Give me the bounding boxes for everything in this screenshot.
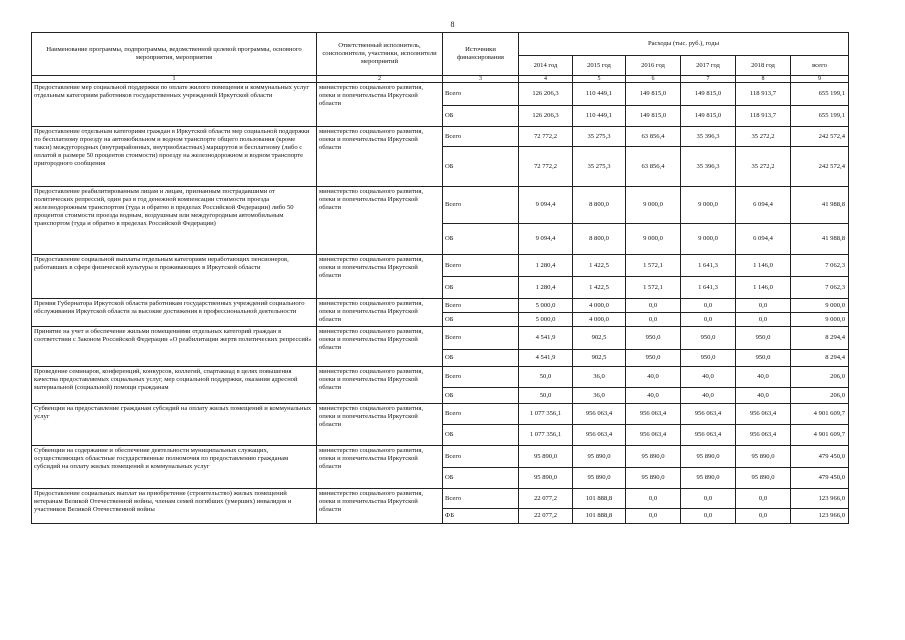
year-value: 950,0 bbox=[626, 327, 681, 350]
table-row bbox=[32, 489, 849, 509]
year-value: 1 422,5 bbox=[573, 255, 626, 277]
year-value: 110 449,1 bbox=[573, 106, 626, 127]
year-value: 1 280,4 bbox=[519, 255, 573, 277]
year-value: 40,0 bbox=[681, 388, 736, 404]
year-value: 0,0 bbox=[681, 509, 736, 524]
column-number: 9 bbox=[791, 76, 849, 83]
funding-source: ОБ bbox=[443, 468, 519, 489]
year-value: 40,0 bbox=[626, 367, 681, 388]
year-value: 5 000,0 bbox=[519, 313, 573, 327]
year-value: 95 890,0 bbox=[573, 446, 626, 468]
executor: министерство социального развития, опеки и попечительства Иркутской области bbox=[317, 299, 443, 327]
total-value: 242 572,4 bbox=[791, 127, 849, 147]
year-value: 0,0 bbox=[626, 313, 681, 327]
total-value: 4 901 609,7 bbox=[791, 425, 849, 446]
year-value: 1 146,0 bbox=[736, 255, 791, 277]
funding-source: ОБ bbox=[443, 425, 519, 446]
year-value: 101 888,8 bbox=[573, 509, 626, 524]
year-value: 95 890,0 bbox=[573, 468, 626, 489]
total-value: 9 000,0 bbox=[791, 313, 849, 327]
year-value: 950,0 bbox=[681, 350, 736, 367]
table-row bbox=[32, 404, 849, 425]
funding-source: Всего bbox=[443, 187, 519, 224]
column-number: 8 bbox=[736, 76, 791, 83]
funding-source: ОБ bbox=[443, 147, 519, 187]
year-value: 956 063,4 bbox=[573, 404, 626, 425]
measure-name: Предоставление отдельным категориям граждан в Иркутской области мер социальной поддержки по бесплатному проезду на автомобильном и водном транспорте общего пользования (кроме такси) междугородных (внутрирайонных, внутриобластных) маршрутов и бесплатному (либо с оплатой в размере 50 процентов стоимости) проезду на железнодорожном и водном транспорте пригородного сообщения bbox=[32, 127, 317, 187]
year-value: 95 890,0 bbox=[626, 446, 681, 468]
year-value: 956 063,4 bbox=[681, 425, 736, 446]
table-row bbox=[32, 446, 849, 468]
year-value: 40,0 bbox=[626, 388, 681, 404]
year-value: 126 206,3 bbox=[519, 106, 573, 127]
year-value: 95 890,0 bbox=[519, 468, 573, 489]
funding-source: ОБ bbox=[443, 224, 519, 255]
measure-name: Субвенции на предоставление гражданам субсидий на оплату жилых помещений и коммунальных услуг bbox=[32, 404, 317, 446]
measure-name: Проведение семинаров, конференций, конкурсов, коллегий, спартакиад в целях повышения качества предоставляемых социальных услуг, мер социальной поддержки, оказания адресной материальной (социальной) помощи гражданам bbox=[32, 367, 317, 404]
total-value: 655 199,1 bbox=[791, 106, 849, 127]
year-value: 95 890,0 bbox=[736, 446, 791, 468]
funding-source: ОБ bbox=[443, 106, 519, 127]
year-value: 0,0 bbox=[681, 313, 736, 327]
table-row bbox=[32, 255, 849, 277]
year-value: 902,5 bbox=[573, 350, 626, 367]
header-expenses-group: Расходы (тыс. руб.), годы bbox=[519, 33, 849, 56]
year-value: 0,0 bbox=[681, 299, 736, 313]
year-value: 0,0 bbox=[736, 509, 791, 524]
table-row bbox=[32, 83, 849, 106]
year-value: 956 063,4 bbox=[573, 425, 626, 446]
executor: министерство социального развития, опеки и попечительства Иркутской области bbox=[317, 327, 443, 367]
table-row bbox=[32, 187, 849, 224]
column-number: 1 bbox=[32, 76, 317, 83]
total-value: 7 062,3 bbox=[791, 255, 849, 277]
measure-name: Предоставление реабилитированным лицам и лицам, признанным пострадавшими от политических репрессий, один раз в год денежной компенсации стоимости проезда железнодорожным транспортом (туда и обратно в пределах Российской Федерации) либо 50 процентов стоимости проезда водным, воздушным или междугородным автомобильным транспортом (туда и обратно в пределах Российской Федерации) bbox=[32, 187, 317, 255]
year-value: 95 890,0 bbox=[736, 468, 791, 489]
header-name: Наименование программы, подпрограммы, ведомственной целевой программы, основного мероприятия, мероприятия bbox=[32, 33, 317, 76]
funding-source: Всего bbox=[443, 127, 519, 147]
year-value: 1 572,1 bbox=[626, 277, 681, 299]
table-row bbox=[32, 367, 849, 388]
year-value: 35 275,3 bbox=[573, 127, 626, 147]
funding-source: Всего bbox=[443, 367, 519, 388]
year-value: 36,0 bbox=[573, 367, 626, 388]
year-value: 50,0 bbox=[519, 367, 573, 388]
year-value: 0,0 bbox=[626, 489, 681, 509]
funding-source: Всего bbox=[443, 446, 519, 468]
year-value: 72 772,2 bbox=[519, 127, 573, 147]
total-value: 8 294,4 bbox=[791, 350, 849, 367]
page-number: 8 bbox=[450, 20, 455, 29]
year-value: 149 815,0 bbox=[681, 83, 736, 106]
year-value: 8 800,0 bbox=[573, 187, 626, 224]
year-value: 1 641,3 bbox=[681, 255, 736, 277]
executor: министерство социального развития, опеки и попечительства Иркутской области bbox=[317, 489, 443, 524]
year-value: 50,0 bbox=[519, 388, 573, 404]
year-value: 1 280,4 bbox=[519, 277, 573, 299]
funding-source: ОБ bbox=[443, 350, 519, 367]
year-value: 72 772,2 bbox=[519, 147, 573, 187]
table-row bbox=[32, 127, 849, 147]
funding-source: ОБ bbox=[443, 277, 519, 299]
year-value: 0,0 bbox=[626, 299, 681, 313]
year-value: 40,0 bbox=[736, 388, 791, 404]
year-value: 6 094,4 bbox=[736, 224, 791, 255]
column-number: 2 bbox=[317, 76, 443, 83]
measure-name: Предоставление мер социальной поддержки по оплате жилого помещения и коммунальных услуг отдельным категориям работников государственных учреждений Иркутской области bbox=[32, 83, 317, 127]
year-value: 1 572,1 bbox=[626, 255, 681, 277]
column-number: 4 bbox=[519, 76, 573, 83]
measure-name: Принятие на учет и обеспечение жильми помещениями отдельных категорий граждан в соответствии с Законом Российской Федерации «О реабилитации жертв политических репрессий» bbox=[32, 327, 317, 367]
year-value: 956 063,4 bbox=[736, 404, 791, 425]
year-value: 4 000,0 bbox=[573, 299, 626, 313]
year-value: 0,0 bbox=[736, 313, 791, 327]
year-value: 6 094,4 bbox=[736, 187, 791, 224]
year-value: 149 815,0 bbox=[626, 106, 681, 127]
table-row bbox=[32, 327, 849, 350]
header-source: Источники финансирования bbox=[443, 33, 519, 76]
year-value: 0,0 bbox=[736, 299, 791, 313]
year-value: 1 077 356,1 bbox=[519, 425, 573, 446]
year-value: 950,0 bbox=[681, 327, 736, 350]
year-value: 950,0 bbox=[736, 327, 791, 350]
executor: министерство социального развития, опеки и попечительства Иркутской области bbox=[317, 404, 443, 446]
funding-source: ФБ bbox=[443, 509, 519, 524]
year-value: 63 856,4 bbox=[626, 127, 681, 147]
year-value: 1 422,5 bbox=[573, 277, 626, 299]
funding-source: Всего bbox=[443, 327, 519, 350]
funding-source: ОБ bbox=[443, 313, 519, 327]
year-value: 95 890,0 bbox=[681, 446, 736, 468]
year-value: 118 913,7 bbox=[736, 106, 791, 127]
funding-source: ОБ bbox=[443, 388, 519, 404]
total-value: 9 000,0 bbox=[791, 299, 849, 313]
year-value: 110 449,1 bbox=[573, 83, 626, 106]
year-value: 95 890,0 bbox=[681, 468, 736, 489]
total-value: 41 988,8 bbox=[791, 224, 849, 255]
year-value: 8 800,0 bbox=[573, 224, 626, 255]
measure-name: Предоставление социальных выплат на приобретение (строительство) жилых помещений ветеранам Великой Отечественной войны, членам семей погибших (умерших) инвалидов и участников Великой Отечественной войны bbox=[32, 489, 317, 524]
year-value: 1 641,3 bbox=[681, 277, 736, 299]
column-number: 3 bbox=[443, 76, 519, 83]
year-value: 9 000,0 bbox=[626, 187, 681, 224]
total-value: 206,0 bbox=[791, 388, 849, 404]
table-body bbox=[32, 83, 849, 524]
funding-source: Всего bbox=[443, 489, 519, 509]
total-value: 7 062,3 bbox=[791, 277, 849, 299]
executor: министерство социального развития, опеки и попечительства Иркутской области bbox=[317, 127, 443, 187]
year-value: 9 094,4 bbox=[519, 187, 573, 224]
year-value: 950,0 bbox=[626, 350, 681, 367]
year-value: 22 077,2 bbox=[519, 489, 573, 509]
year-value: 95 890,0 bbox=[626, 468, 681, 489]
year-value: 149 815,0 bbox=[626, 83, 681, 106]
year-value: 118 913,7 bbox=[736, 83, 791, 106]
executor: министерство социального развития, опеки и попечительства Иркутской области bbox=[317, 255, 443, 299]
total-value: 41 988,8 bbox=[791, 187, 849, 224]
measure-name: Премия Губернатора Иркутской области работникам государственных учреждений социального обслуживания Иркутской области за высокие достижения в профессиональной деятельности bbox=[32, 299, 317, 327]
year-value: 1 077 356,1 bbox=[519, 404, 573, 425]
total-value: 242 572,4 bbox=[791, 147, 849, 187]
total-value: 206,0 bbox=[791, 367, 849, 388]
year-value: 950,0 bbox=[736, 350, 791, 367]
year-value: 35 272,2 bbox=[736, 147, 791, 187]
year-value: 0,0 bbox=[626, 509, 681, 524]
header-year: 2018 год bbox=[736, 56, 791, 76]
year-value: 35 396,3 bbox=[681, 127, 736, 147]
funding-source: Всего bbox=[443, 299, 519, 313]
funding-source: Всего bbox=[443, 404, 519, 425]
total-value: 655 199,1 bbox=[791, 83, 849, 106]
measure-name: Субвенции на содержание и обеспечение деятельности муниципальных служащих, осуществляющих областные государственные полномочия по предоставлению гражданам субсидий на оплату жилых помещений и коммунальных услуг bbox=[32, 446, 317, 489]
funding-source: Всего bbox=[443, 255, 519, 277]
header-total: всего bbox=[791, 56, 849, 76]
year-value: 956 063,4 bbox=[626, 425, 681, 446]
funding-source: Всего bbox=[443, 83, 519, 106]
header-year: 2016 год bbox=[626, 56, 681, 76]
executor: министерство социального развития, опеки и попечительства Иркутской области bbox=[317, 367, 443, 404]
year-value: 36,0 bbox=[573, 388, 626, 404]
year-value: 9 000,0 bbox=[681, 187, 736, 224]
header-year: 2014 год bbox=[519, 56, 573, 76]
year-value: 4 000,0 bbox=[573, 313, 626, 327]
year-value: 9 000,0 bbox=[681, 224, 736, 255]
year-value: 0,0 bbox=[736, 489, 791, 509]
column-number: 6 bbox=[626, 76, 681, 83]
header-executor: Ответственный исполнитель, соисполнители, участники, исполнители мероприятий bbox=[317, 33, 443, 76]
year-value: 956 063,4 bbox=[681, 404, 736, 425]
total-value: 479 450,0 bbox=[791, 468, 849, 489]
total-value: 123 966,0 bbox=[791, 509, 849, 524]
table-row bbox=[32, 299, 849, 313]
year-value: 5 000,0 bbox=[519, 299, 573, 313]
year-value: 4 541,9 bbox=[519, 327, 573, 350]
year-value: 902,5 bbox=[573, 327, 626, 350]
year-value: 40,0 bbox=[736, 367, 791, 388]
year-value: 9 000,0 bbox=[626, 224, 681, 255]
year-value: 956 063,4 bbox=[626, 404, 681, 425]
year-value: 9 094,4 bbox=[519, 224, 573, 255]
year-value: 101 888,8 bbox=[573, 489, 626, 509]
header-year: 2015 год bbox=[573, 56, 626, 76]
year-value: 95 890,0 bbox=[519, 446, 573, 468]
executor: министерство социального развития, опеки и попечительства Иркутской области bbox=[317, 187, 443, 255]
executor: министерство социального развития, опеки и попечительства Иркутской области bbox=[317, 446, 443, 489]
total-value: 479 450,0 bbox=[791, 446, 849, 468]
column-number: 7 bbox=[681, 76, 736, 83]
year-value: 35 275,3 bbox=[573, 147, 626, 187]
total-value: 8 294,4 bbox=[791, 327, 849, 350]
year-value: 40,0 bbox=[681, 367, 736, 388]
year-value: 35 396,3 bbox=[681, 147, 736, 187]
column-numbers-row bbox=[32, 76, 849, 83]
executor: министерство социального развития, опеки и попечительства Иркутской области bbox=[317, 83, 443, 127]
column-number: 5 bbox=[573, 76, 626, 83]
year-value: 0,0 bbox=[681, 489, 736, 509]
year-value: 35 272,2 bbox=[736, 127, 791, 147]
budget-table bbox=[31, 32, 849, 524]
year-value: 63 856,4 bbox=[626, 147, 681, 187]
total-value: 123 966,0 bbox=[791, 489, 849, 509]
year-value: 1 146,0 bbox=[736, 277, 791, 299]
year-value: 149 815,0 bbox=[681, 106, 736, 127]
year-value: 126 206,3 bbox=[519, 83, 573, 106]
year-value: 4 541,9 bbox=[519, 350, 573, 367]
year-value: 22 077,2 bbox=[519, 509, 573, 524]
header-year: 2017 год bbox=[681, 56, 736, 76]
measure-name: Предоставление социальной выплаты отдельным категориям неработающих пенсионеров, работавших в сфере физической культуры и проживающих в Иркутской области bbox=[32, 255, 317, 299]
year-value: 956 063,4 bbox=[736, 425, 791, 446]
total-value: 4 901 609,7 bbox=[791, 404, 849, 425]
